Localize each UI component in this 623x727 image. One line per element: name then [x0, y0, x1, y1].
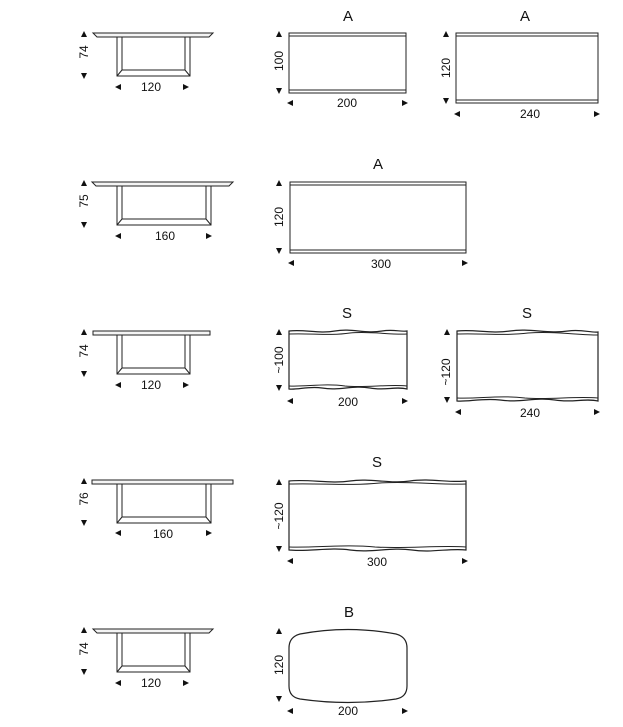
length-arrow-right: [402, 100, 408, 106]
table-base-inner: [122, 335, 185, 368]
edge-line-bottom: [289, 385, 407, 387]
row-1: [77, 8, 600, 121]
plan-view-1b: [439, 8, 600, 121]
length-label: 300: [366, 555, 388, 569]
depth-arrow-top: [276, 180, 282, 186]
width-arrow-right: [183, 680, 189, 686]
plan-view-1a: [272, 8, 408, 110]
width-label: 160: [154, 229, 176, 243]
length-arrow-right: [462, 260, 468, 266]
table-top-outline: [289, 33, 406, 93]
row-5: [77, 604, 408, 718]
length-arrow-left: [287, 100, 293, 106]
height-arrow-bottom: [81, 73, 87, 79]
width-arrow-right: [183, 84, 189, 90]
height-arrow-bottom: [81, 520, 87, 526]
length-arrow-left: [287, 398, 293, 404]
depth-label: ~100: [272, 346, 286, 374]
row-3: [77, 305, 600, 420]
side-view-3: [77, 329, 210, 392]
depth-label: ~120: [439, 358, 453, 386]
depth-arrow-bottom: [276, 248, 282, 254]
height-label: 76: [77, 492, 91, 506]
depth-label: 120: [439, 57, 453, 79]
length-arrow-left: [287, 708, 293, 714]
length-arrow-right: [402, 708, 408, 714]
depth-label: ~120: [272, 502, 286, 530]
table-base-inner: [122, 186, 206, 219]
model-letter: S: [371, 454, 383, 471]
height-label: 74: [77, 642, 91, 656]
length-arrow-right: [594, 409, 600, 415]
table-top-outline: [456, 33, 598, 103]
model-letter: A: [519, 8, 531, 25]
plan-view-2a: [272, 156, 468, 271]
height-arrow-top: [81, 627, 87, 633]
depth-arrow-top: [443, 31, 449, 37]
depth-arrow-bottom: [276, 88, 282, 94]
plan-view-4a: [272, 454, 468, 569]
width-label: 120: [140, 80, 162, 94]
base-corner-left: [117, 368, 122, 374]
base-corner-left: [117, 219, 122, 225]
table-base-inner: [122, 633, 185, 666]
height-arrow-bottom: [81, 222, 87, 228]
height-arrow-bottom: [81, 371, 87, 377]
height-arrow-top: [81, 31, 87, 37]
edge-line-top: [289, 482, 466, 484]
depth-arrow-top: [276, 31, 282, 37]
table-top-profile: [92, 480, 233, 484]
base-corner-right: [185, 368, 190, 374]
width-label: 160: [152, 527, 174, 541]
width-arrow-left: [115, 680, 121, 686]
plan-view-3a: [272, 305, 408, 409]
edge-line-bottom: [289, 546, 466, 548]
row-2: [77, 156, 468, 271]
length-label: 200: [337, 395, 359, 409]
plan-view-3b: [439, 305, 600, 420]
length-arrow-left: [455, 409, 461, 415]
length-arrow-left: [454, 111, 460, 117]
width-arrow-right: [206, 530, 212, 536]
base-corner-left: [117, 666, 122, 672]
table-top-outline: [289, 630, 407, 703]
side-view-2: [77, 180, 233, 243]
width-arrow-right: [183, 382, 189, 388]
base-corner-left: [117, 517, 122, 523]
depth-arrow-top: [276, 479, 282, 485]
length-label: 200: [337, 704, 359, 718]
table-top-profile: [92, 182, 233, 186]
height-arrow-top: [81, 329, 87, 335]
depth-arrow-top: [444, 329, 450, 335]
height-arrow-top: [81, 180, 87, 186]
depth-arrow-top: [276, 329, 282, 335]
model-letter: S: [521, 305, 533, 322]
length-label: 240: [519, 107, 541, 121]
table-top-profile: [93, 629, 213, 633]
row-4: [77, 454, 468, 569]
length-arrow-right: [462, 558, 468, 564]
length-arrow-left: [288, 260, 294, 266]
height-label: 74: [77, 45, 91, 59]
base-corner-right: [206, 517, 211, 523]
depth-arrow-top: [276, 628, 282, 634]
height-arrow-top: [81, 478, 87, 484]
side-view-5: [77, 627, 213, 690]
base-corner-left: [117, 70, 122, 76]
table-top-outline: [289, 330, 407, 389]
edge-line-top: [457, 332, 598, 335]
table-base-inner: [122, 484, 206, 517]
table-top-outline: [289, 480, 466, 551]
length-label: 240: [519, 406, 541, 420]
length-label: 300: [370, 257, 392, 271]
width-label: 120: [140, 676, 162, 690]
edge-line-top: [289, 332, 407, 334]
depth-arrow-bottom: [443, 98, 449, 104]
length-arrow-left: [287, 558, 293, 564]
width-arrow-left: [115, 233, 121, 239]
length-arrow-right: [594, 111, 600, 117]
base-corner-right: [206, 219, 211, 225]
table-base-inner: [122, 37, 185, 70]
height-arrow-bottom: [81, 669, 87, 675]
depth-label: 120: [272, 206, 286, 228]
plan-view-5a: [272, 604, 408, 718]
base-corner-right: [185, 666, 190, 672]
width-arrow-left: [115, 382, 121, 388]
depth-arrow-bottom: [276, 696, 282, 702]
depth-label: 120: [272, 654, 286, 676]
height-label: 74: [77, 344, 91, 358]
edge-line-bottom: [457, 397, 598, 399]
width-arrow-right: [206, 233, 212, 239]
table-top-profile: [93, 33, 213, 37]
model-letter: A: [372, 156, 384, 173]
depth-label: 100: [272, 50, 286, 72]
depth-arrow-bottom: [444, 397, 450, 403]
table-top-outline: [290, 182, 466, 253]
height-label: 75: [77, 194, 91, 208]
depth-arrow-bottom: [276, 385, 282, 391]
width-label: 120: [140, 378, 162, 392]
length-label: 200: [336, 96, 358, 110]
model-letter: A: [342, 8, 354, 25]
depth-arrow-bottom: [276, 546, 282, 552]
width-arrow-left: [115, 84, 121, 90]
base-corner-right: [185, 70, 190, 76]
model-letter: S: [341, 305, 353, 322]
model-letter: B: [343, 604, 355, 621]
length-arrow-right: [402, 398, 408, 404]
side-view-1: [77, 31, 213, 94]
table-top-outline: [457, 330, 598, 401]
width-arrow-left: [115, 530, 121, 536]
side-view-4: [77, 478, 233, 541]
table-top-profile: [93, 331, 210, 335]
